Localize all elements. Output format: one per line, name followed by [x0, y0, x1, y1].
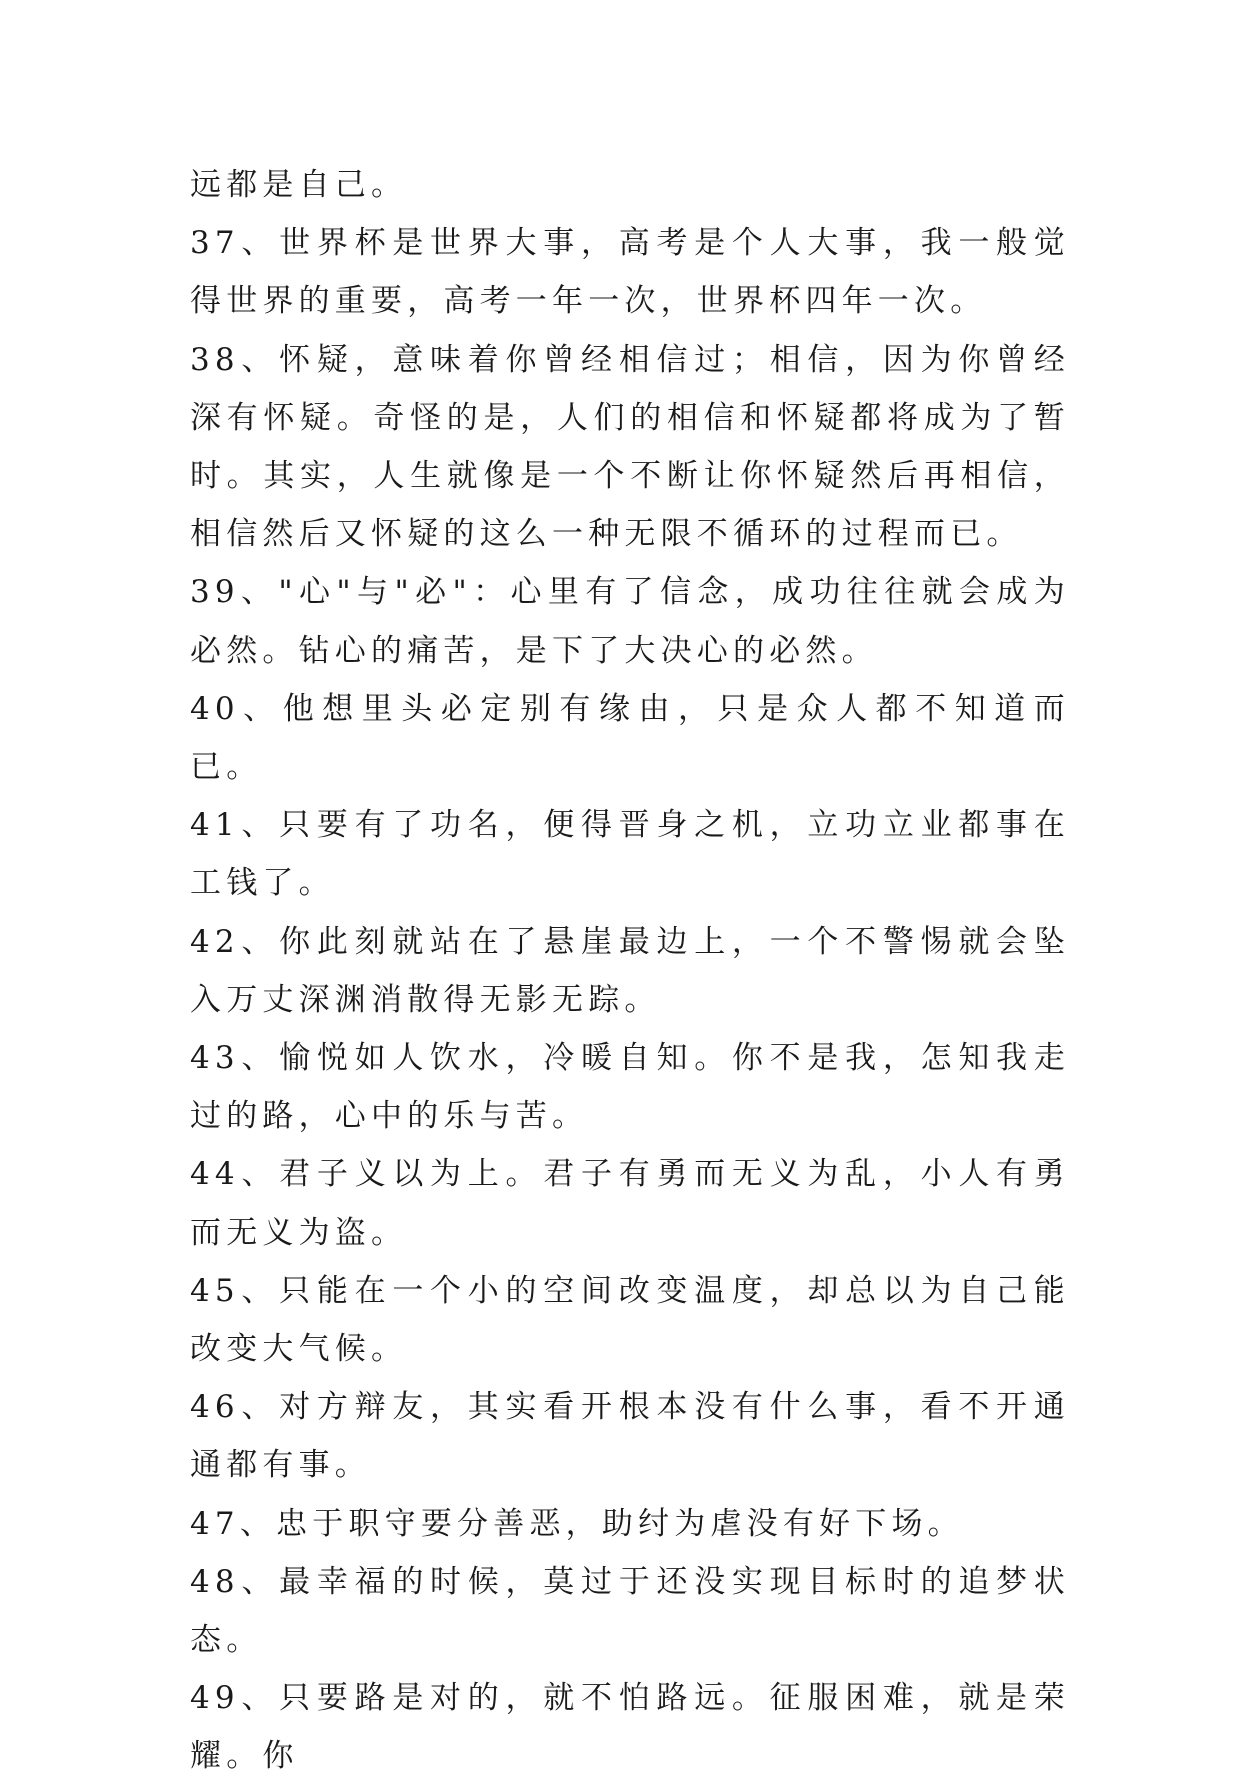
paragraph-43: 43、愉悦如人饮水，冷暖自知。你不是我，怎知我走过的路，心中的乐与苦。	[190, 1040, 1070, 1135]
paragraph-40: 40、他想里头必定别有缘由，只是众人都不知道而已。	[190, 690, 1070, 786]
document-body	[190, 156, 1070, 1786]
paragraph-continuation: 远都是自己。	[190, 167, 408, 203]
paragraph-38: 38、怀疑，意味着你曾经相信过；相信，因为你曾经深有怀疑。奇怪的是，人们的相信和怀疑都将成为了暂时。其实，人生就像是一个不断让你怀疑然后再相信，相信然后又怀疑的这么一种无限不循环的过程而已。	[190, 341, 1070, 553]
paragraph-41: 41、只要有了功名，便得晋身之机，立功立业都事在工钱了。	[190, 807, 1070, 902]
paragraph-48: 48、最幸福的时候，莫过于还没实现目标时的追梦状态。	[190, 1563, 1070, 1659]
paragraph-46: 46、对方辩友，其实看开根本没有什么事，看不开通通都有事。	[190, 1389, 1070, 1484]
paragraph-44: 44、君子义以为上。君子有勇而无义为乱，小人有勇而无义为盗。	[190, 1156, 1070, 1251]
paragraph-39: 39、"心"与"必"：心里有了信念，成功往往就会成为必然。钻心的痛苦，是下了大决心的必然。	[190, 574, 1070, 669]
paragraph-47: 47、忠于职守要分善恶，助纣为虐没有好下场。	[190, 1505, 964, 1542]
paragraph-37: 37、世界杯是世界大事，高考是个人大事，我一般觉得世界的重要，高考一年一次，世界杯四年一次。	[190, 225, 1070, 320]
paragraph-42: 42、你此刻就站在了悬崖最边上，一个不警惕就会坠入万丈深渊消散得无影无踪。	[190, 923, 1070, 1018]
paragraph-45: 45、只能在一个小的空间改变温度，却总以为自己能改变大气候。	[190, 1272, 1070, 1368]
paragraph-49: 49、只要路是对的，就不怕路远。征服困难，就是荣耀。你	[190, 1680, 1070, 1775]
